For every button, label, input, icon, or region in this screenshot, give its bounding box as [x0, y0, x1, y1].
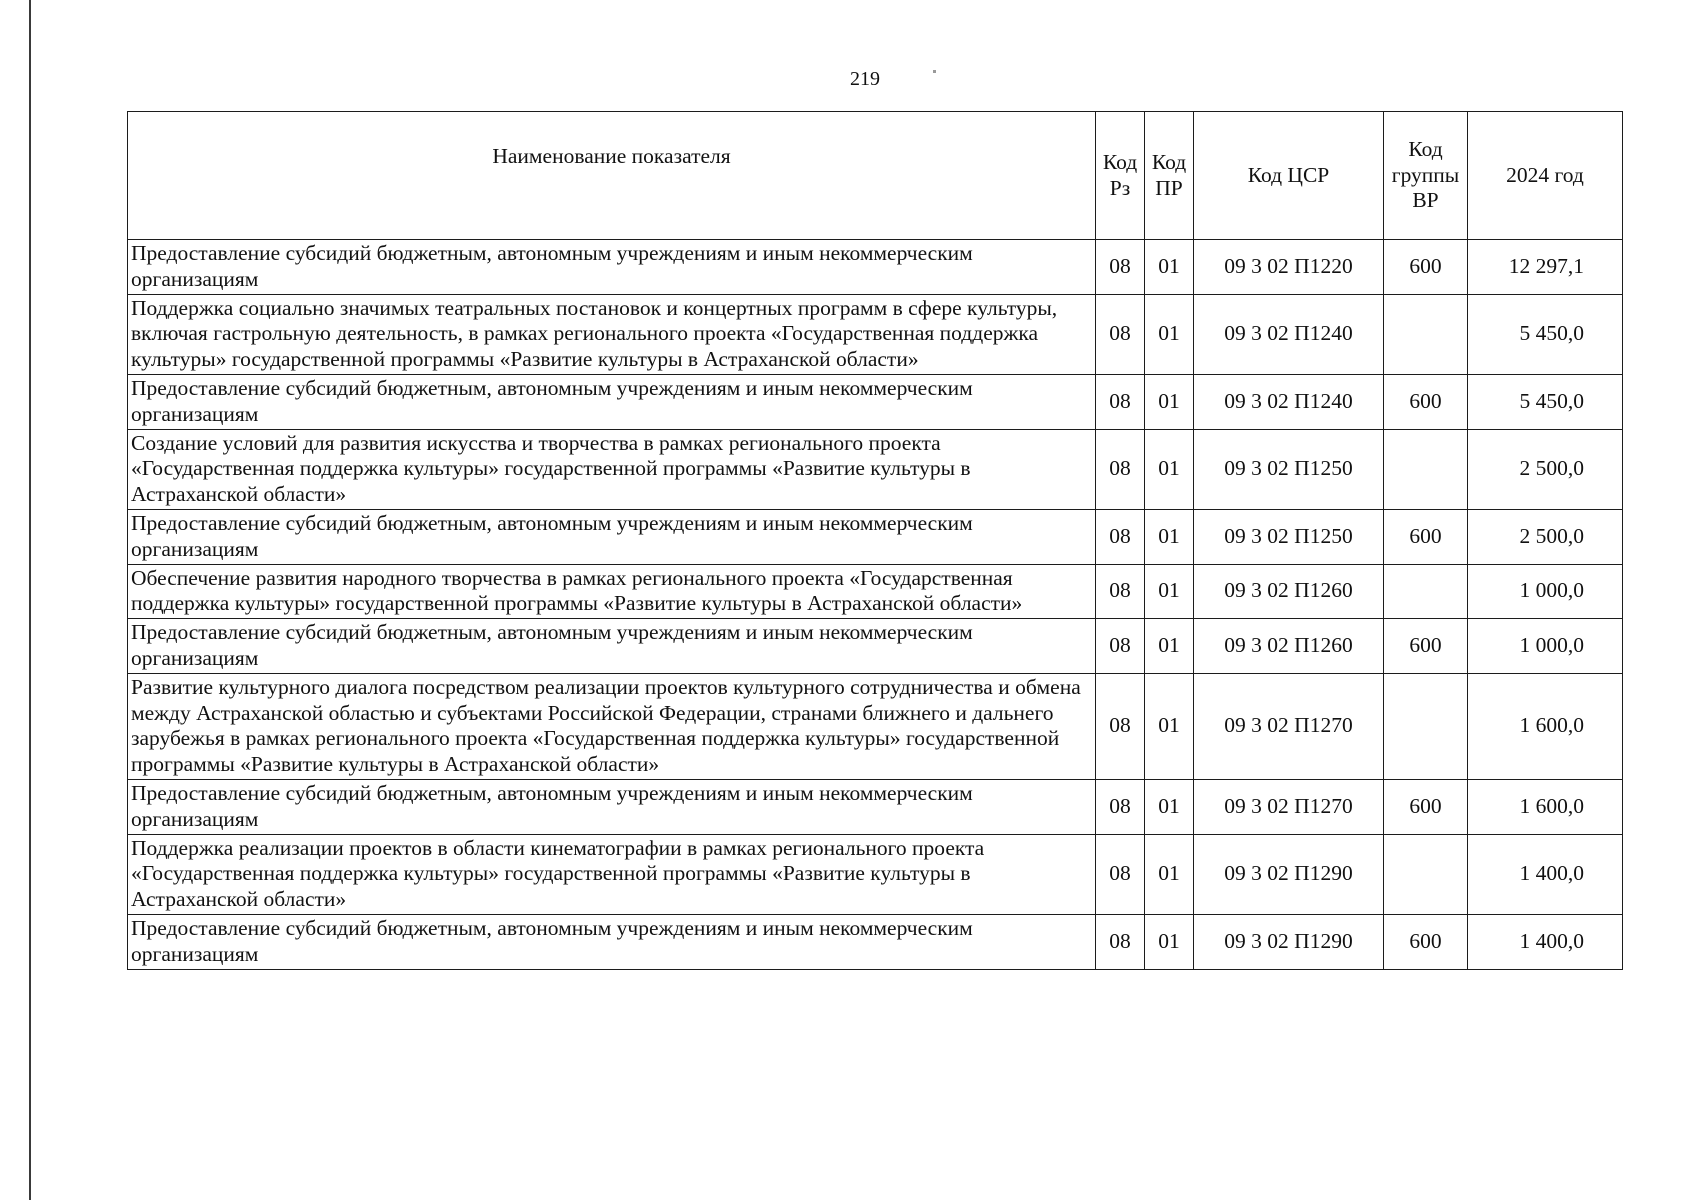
header-year-2024: 2024 год — [1468, 112, 1623, 240]
cell-code-csr: 09 3 02 П1260 — [1194, 619, 1384, 674]
header-code-csr: Код ЦСР — [1194, 112, 1384, 240]
cell-code-csr: 09 3 02 П1290 — [1194, 914, 1384, 969]
table-row — [128, 564, 1623, 619]
cell-code-rz: 08 — [1096, 779, 1145, 834]
table-row — [128, 374, 1623, 429]
cell-code-vr: 600 — [1384, 240, 1468, 295]
cell-indicator-name: Предоставление субсидий бюджетным, автономным учреждениям и иным некоммерческим организациям — [128, 374, 1096, 429]
cell-code-csr: 09 3 02 П1250 — [1194, 509, 1384, 564]
cell-indicator-name: Развитие культурного диалога посредством реализации проектов культурного сотрудничества и обмена между Астраханской областью и субъектами Российской Федерации, странами ближнего и дальнего зарубежья в рамках регионального проекта «Государственная поддержка культуры» государственной программы «Развитие культуры в Астраханской области» — [128, 673, 1096, 779]
cell-code-rz: 08 — [1096, 914, 1145, 969]
cell-amount-2024: 1 400,0 — [1468, 914, 1623, 969]
cell-indicator-name: Предоставление субсидий бюджетным, автономным учреждениям и иным некоммерческим организациям — [128, 509, 1096, 564]
cell-code-csr: 09 3 02 П1240 — [1194, 294, 1384, 374]
cell-code-vr: 600 — [1384, 509, 1468, 564]
table-header-row — [128, 112, 1623, 240]
binding-edge-line — [29, 0, 31, 1200]
cell-code-pr: 01 — [1145, 564, 1194, 619]
cell-code-pr: 01 — [1145, 779, 1194, 834]
cell-amount-2024: 1 000,0 — [1468, 564, 1623, 619]
cell-code-vr — [1384, 429, 1468, 509]
table-row — [128, 509, 1623, 564]
table-row — [128, 294, 1623, 374]
cell-amount-2024: 2 500,0 — [1468, 429, 1623, 509]
cell-code-pr: 01 — [1145, 240, 1194, 295]
cell-code-rz: 08 — [1096, 619, 1145, 674]
cell-code-rz: 08 — [1096, 673, 1145, 779]
table-row — [128, 834, 1623, 914]
cell-indicator-name: Обеспечение развития народного творчества в рамках регионального проекта «Государственная поддержка культуры» государственной программы «Развитие культуры в Астраханской области» — [128, 564, 1096, 619]
cell-indicator-name: Поддержка реализации проектов в области кинематографии в рамках регионального проекта «Государственная поддержка культуры» государственной программы «Развитие культуры в Астраханской области» — [128, 834, 1096, 914]
cell-code-pr: 01 — [1145, 619, 1194, 674]
cell-indicator-name: Создание условий для развития искусства и творчества в рамках регионального проекта «Государственная поддержка культуры» государственной программы «Развитие культуры в Астраханской области» — [128, 429, 1096, 509]
scan-speck — [933, 70, 936, 73]
cell-code-vr: 600 — [1384, 619, 1468, 674]
cell-code-pr: 01 — [1145, 374, 1194, 429]
cell-code-pr: 01 — [1145, 294, 1194, 374]
cell-code-rz: 08 — [1096, 509, 1145, 564]
cell-amount-2024: 1 000,0 — [1468, 619, 1623, 674]
cell-code-csr: 09 3 02 П1270 — [1194, 779, 1384, 834]
table-row — [128, 914, 1623, 969]
header-code-vr: Код группы ВР — [1384, 112, 1468, 240]
header-indicator-name: Наименование показателя — [128, 112, 1096, 240]
cell-amount-2024: 1 600,0 — [1468, 673, 1623, 779]
cell-code-vr: 600 — [1384, 914, 1468, 969]
cell-code-pr: 01 — [1145, 429, 1194, 509]
table-row — [128, 429, 1623, 509]
cell-code-vr — [1384, 294, 1468, 374]
budget-table — [127, 111, 1623, 970]
cell-code-vr: 600 — [1384, 779, 1468, 834]
cell-code-csr: 09 3 02 П1250 — [1194, 429, 1384, 509]
cell-code-pr: 01 — [1145, 509, 1194, 564]
page-number: 219 — [850, 68, 880, 90]
cell-indicator-name: Предоставление субсидий бюджетным, автономным учреждениям и иным некоммерческим организациям — [128, 779, 1096, 834]
cell-code-vr: 600 — [1384, 374, 1468, 429]
cell-code-csr: 09 3 02 П1270 — [1194, 673, 1384, 779]
cell-code-pr: 01 — [1145, 834, 1194, 914]
cell-indicator-name: Поддержка социально значимых театральных постановок и концертных программ в сфере культуры, включая гастрольную деятельность, в рамках регионального проекта «Государственная поддержка культуры» государственной программы «Развитие культуры в Астраханской области» — [128, 294, 1096, 374]
cell-amount-2024: 2 500,0 — [1468, 509, 1623, 564]
cell-code-rz: 08 — [1096, 374, 1145, 429]
cell-code-pr: 01 — [1145, 673, 1194, 779]
cell-code-rz: 08 — [1096, 564, 1145, 619]
cell-code-vr — [1384, 564, 1468, 619]
cell-amount-2024: 1 400,0 — [1468, 834, 1623, 914]
cell-indicator-name: Предоставление субсидий бюджетным, автономным учреждениям и иным некоммерческим организациям — [128, 914, 1096, 969]
cell-code-vr — [1384, 834, 1468, 914]
cell-code-rz: 08 — [1096, 294, 1145, 374]
table-row — [128, 240, 1623, 295]
cell-amount-2024: 5 450,0 — [1468, 374, 1623, 429]
table-row — [128, 673, 1623, 779]
cell-amount-2024: 1 600,0 — [1468, 779, 1623, 834]
cell-code-vr — [1384, 673, 1468, 779]
cell-indicator-name: Предоставление субсидий бюджетным, автономным учреждениям и иным некоммерческим организациям — [128, 240, 1096, 295]
cell-code-rz: 08 — [1096, 429, 1145, 509]
table-row — [128, 779, 1623, 834]
table-row — [128, 619, 1623, 674]
cell-code-rz: 08 — [1096, 240, 1145, 295]
table-body — [128, 240, 1623, 970]
header-code-pr: Код ПР — [1145, 112, 1194, 240]
cell-code-pr: 01 — [1145, 914, 1194, 969]
cell-code-rz: 08 — [1096, 834, 1145, 914]
cell-amount-2024: 5 450,0 — [1468, 294, 1623, 374]
cell-code-csr: 09 3 02 П1220 — [1194, 240, 1384, 295]
cell-code-csr: 09 3 02 П1290 — [1194, 834, 1384, 914]
header-code-rz: Код Рз — [1096, 112, 1145, 240]
cell-code-csr: 09 3 02 П1260 — [1194, 564, 1384, 619]
cell-code-csr: 09 3 02 П1240 — [1194, 374, 1384, 429]
cell-indicator-name: Предоставление субсидий бюджетным, автономным учреждениям и иным некоммерческим организациям — [128, 619, 1096, 674]
cell-amount-2024: 12 297,1 — [1468, 240, 1623, 295]
